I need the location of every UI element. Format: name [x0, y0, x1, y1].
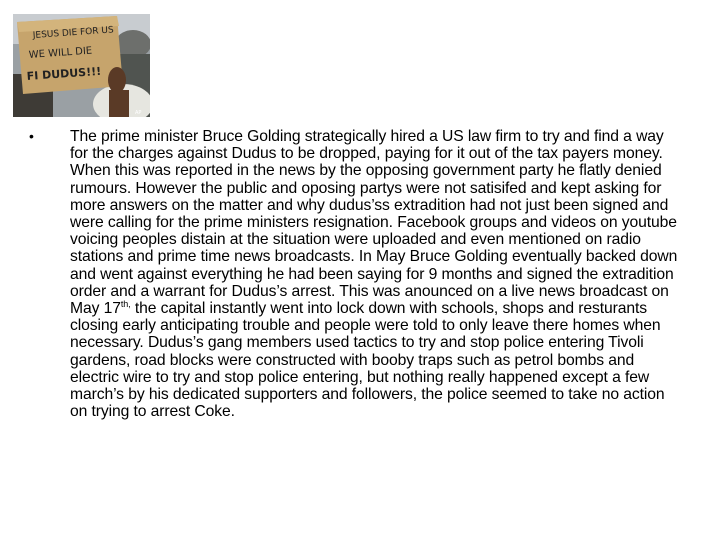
paragraph-text-part2: the capital instantly went into lock down with schools, shops and resturants closing early anticipating trouble and people were told to only leave there homes when necessary. Dudus’s gang members used tactics to try and stop police entering Tivoli gardens, road blocks were constructed with booby traps such as petrol bombs and electric wire to try and stop police entering, but nothing really happened except a few march’s by his dedicated supporters and followers, the police seemed to take no action on trying to arrest Coke.: [70, 300, 665, 421]
date-superscript: th,: [120, 299, 131, 310]
sign-line-2: WE WILL DIE: [28, 45, 93, 61]
sign-line-3: FI DUDUS!!!: [26, 64, 102, 83]
photo-credit: AP: [135, 110, 142, 116]
sign-line-1: JESUS DIE FOR US: [32, 25, 115, 41]
protest-photo: [13, 14, 150, 117]
protest-photo-image: [13, 14, 150, 117]
paragraph-text-part1: The prime minister Bruce Golding strategically hired a US law firm to try and find a way for the charges against Dudus to be dropped, paying for it out of the tax payers money. When this was reported in the news by the opposing government party he flatly denied rumours. However the public and oposing partys were not satisifed and kept asking for more answers on the matter and why dudus’ss extradition had not just been signed and were calling for the prime ministers resignation. Facebook groups and videos on youtube voicing peoples distain at the situation were uploaded and even mentioned on radio stations and prime time news broadcasts. In May Bruce Golding eventually backed down and went against everything he had been saying for 9 months and signed the extradition order and a warrant for Dudus’s arrest. This was anounced on a live news broadcast on May 17: [70, 128, 678, 318]
hand: [108, 67, 126, 93]
body-paragraph: [70, 128, 682, 420]
bullet-marker: •: [29, 128, 34, 144]
